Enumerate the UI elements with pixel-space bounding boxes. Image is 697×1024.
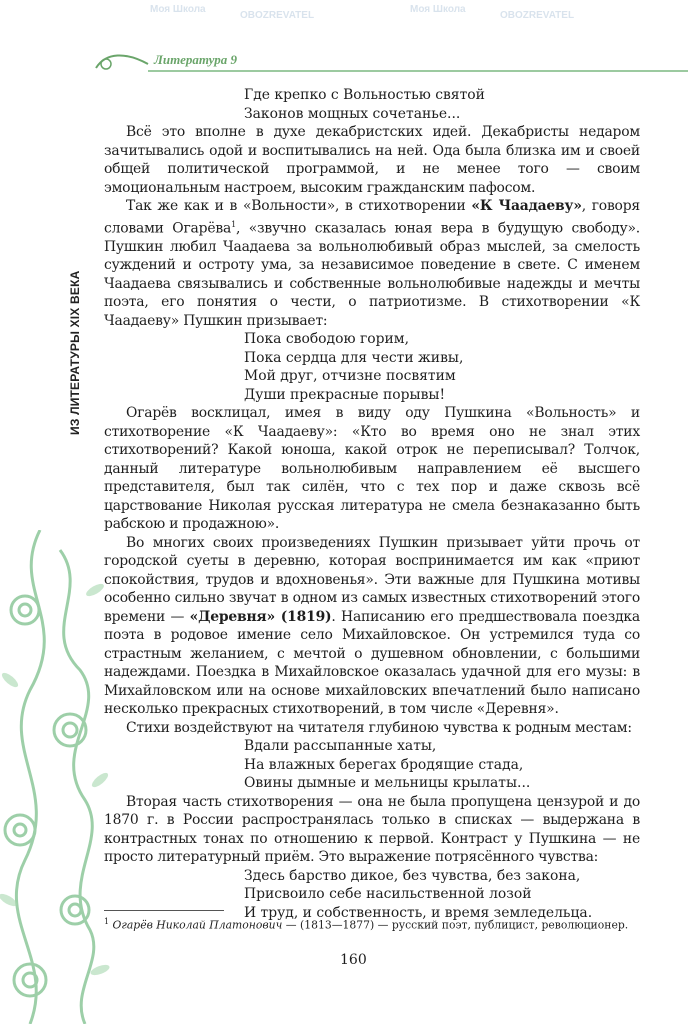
- verse-line: И труд, и собственность, и время земледельца.: [244, 904, 593, 921]
- verse-block: [104, 737, 640, 793]
- verse-line: Где крепко с Вольностью святой: [244, 87, 485, 103]
- verse-block: [104, 86, 640, 123]
- verse-line: Мой друг, отчизне посвятим: [244, 368, 456, 385]
- verse-line: Овины дымные и мельницы крылаты...: [244, 775, 531, 792]
- floral-ornament: [0, 530, 120, 1024]
- main-text: [104, 86, 640, 922]
- verse-line: На влажных берегах бродящие стада,: [244, 756, 524, 773]
- verse-line: Вдали рассыпанные хаты,: [244, 738, 437, 755]
- watermark-news: OBOZREVATEL: [500, 10, 575, 21]
- verse-line: Присвоило себе насильственной лозой: [244, 886, 532, 903]
- verse-block: [104, 330, 640, 404]
- paragraph: Огарёв восклицал, имея в виду оду Пушкина «Вольность» и стихотворение «К Чаадаеву»: «Кто во время оно не знал этих стихотворений? Какой юноша, какой отрок не переписывал? Толчок, данный литературе вольнолюбивым направлением её высшего представителя, был так силён, что с тех пор и даже сквозь всё царствование Николая русская литература не смела безнаказанно быть рабскою и продажною».: [104, 405, 640, 533]
- footnote-name: Огарёв Николай Платонович: [112, 918, 283, 932]
- footnote: $^1$ Огарёв Николай Платонович — (1813—1877) — русский поэт, публицист, революционер.: [104, 917, 629, 932]
- paragraph: Во многих своих произведениях Пушкин призывает уйти прочь от городской суеты в деревню, которая воспринимается им как «приют спокойствия, трудов и вдохновенья». Эти важные для Пушкина мотивы особенно сильно звучат в одном из самых известных стихотворений этого времени — «Деревня» (1819). Написанию его предшествовала поездка поэта в родовое имение село Михайловское. Он устремился туда со страстным желанием, с мечтой о душевном обновлении, с большими надеждами. Поездка в Михайловское оказалась удачной для его музы: в Михайловском или на основе михайловских впечатлений было написано несколько прекрасных стихотворений, в том числе «Деревня».: [104, 534, 640, 718]
- footnote-divider: [104, 910, 224, 911]
- header-title: Литература 9: [154, 52, 237, 67]
- verse-line: Пока сердца для чести живы,: [244, 349, 464, 366]
- paragraph: Так же как и в «Вольности», в стихотворении «К Чаадаеву», говоря словами Огарёва$^1$, «звучно сказалась юная вера в будущую свободу». Пушкин любил Чаадаева за вольнолюбивый образ мыслей, за смелость суждений и остроту ума, за независимое поведение в свете. С именем Чаадаева связывались и собственные вольнолюбивые надежды и мечты поэта, его понятия о чести, о патриотизме. В стихотворении «К Чаадаеву» Пушкин призывает:: [104, 198, 640, 329]
- footnote-ref: 1: [231, 219, 236, 229]
- page-number: 160: [340, 952, 367, 968]
- paragraph: Всё это вполне в духе декабристских идей. Декабристы недаром зачитывались одой и воспитывались на ней. Ода была близка им и своей общей политической программой, и не менее того — своим эмоциональным настроем, высоким гражданским пафосом.: [104, 124, 640, 196]
- verse-line: Законов мощных сочетанье...: [244, 105, 461, 122]
- page-header: [92, 44, 692, 80]
- verse-line: Пока свободою горим,: [244, 331, 409, 348]
- verse-line: Здесь барство дикое, без чувства, без закона,: [244, 867, 581, 884]
- leaf-icon: [92, 50, 152, 74]
- watermark-school: Моя Школа: [150, 4, 206, 15]
- header-divider: [148, 70, 688, 72]
- watermark-news: OBOZREVATEL: [240, 10, 315, 21]
- watermark-school: Моя Школа: [410, 4, 466, 15]
- verse-line: Души прекрасные порывы!: [244, 386, 446, 403]
- paragraph: Стихи воздействуют на читателя глубиною чувства к родным местам:: [126, 719, 632, 736]
- side-section-title: ИЗ ЛИТЕРАТУРЫ XIX ВЕКА: [68, 270, 82, 435]
- bold-title: «Деревня» (1819): [189, 608, 332, 625]
- bold-title: «К Чаадаеву»: [471, 198, 582, 214]
- paragraph: Вторая часть стихотворения — она не была пропущена цензурой и до 1870 г. в России распространялась только в списках — выдержана в контрастных тонах по отношению к первой. Контраст у Пушкина — не просто литературный приём. Это выражение потрясённого чувства:: [104, 793, 640, 866]
